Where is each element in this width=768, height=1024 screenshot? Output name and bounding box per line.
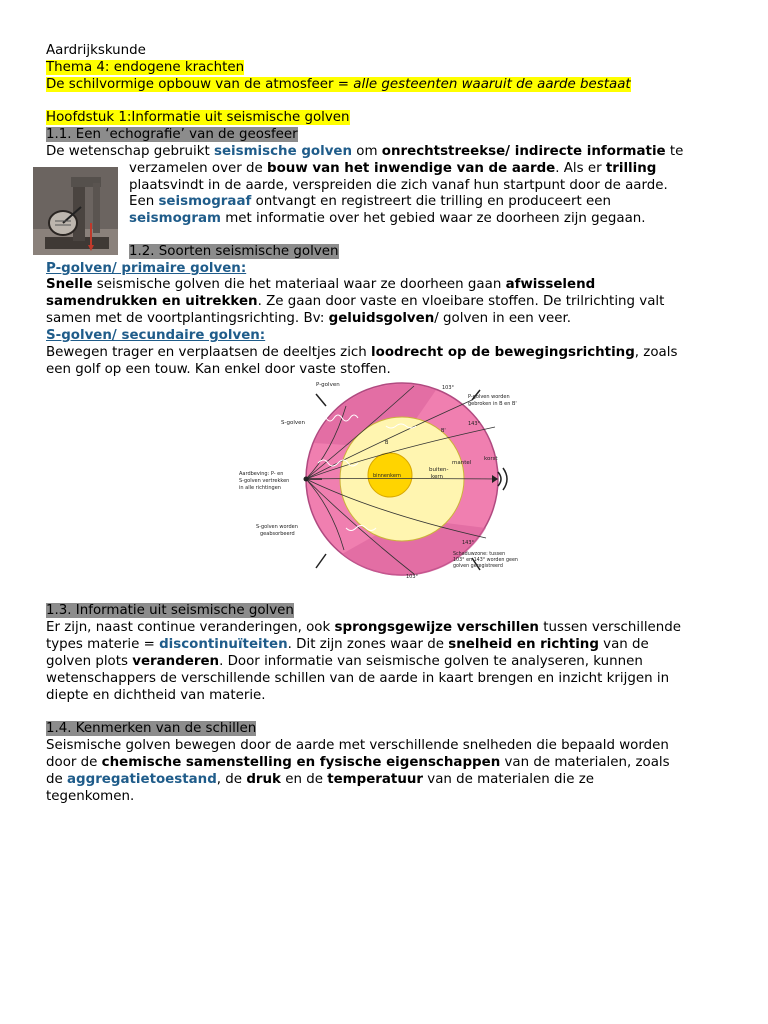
svg-text:103° en 143° worden geen: 103° en 143° worden geen xyxy=(453,558,518,563)
svg-text:S-golven worden: S-golven worden xyxy=(256,524,298,530)
svg-text:143°: 143° xyxy=(468,421,481,427)
svg-text:kern: kern xyxy=(431,474,444,480)
s11-line5: seismogram met informatie over het gebied waar ze doorheen zijn gegaan. xyxy=(129,211,646,226)
s-line2: een golf op een touw. Kan enkel door vaste stoffen. xyxy=(46,362,391,377)
svg-text:103°: 103° xyxy=(442,385,455,391)
svg-text:in alle richtingen: in alle richtingen xyxy=(239,485,281,491)
svg-text:Aardbeving: P- en: Aardbeving: P- en xyxy=(239,471,284,477)
svg-text:Schaduwzone: tussen: Schaduwzone: tussen xyxy=(453,552,506,557)
subject-line: Aardrijkskunde xyxy=(46,43,146,58)
svg-text:buiten-: buiten- xyxy=(429,467,449,473)
s13-line4: wetenschappers de verschillende schillen van de aarde in kaart brengen en inzicht krijgen in xyxy=(46,671,670,686)
svg-text:binnenkern: binnenkern xyxy=(373,473,402,479)
s14-line3: de aggregatietoestand, de druk en de temperatuur van de materialen die ze xyxy=(46,772,594,787)
s11-line4: Een seismograaf ontvangt en registreert die trilling en produceert een xyxy=(129,194,611,209)
s14-line1: Seismische golven bewegen door de aarde met verschillende snelheden die bepaald worden xyxy=(46,738,669,753)
chapter-title: Hoofdstuk 1:Informatie uit seismische golven xyxy=(46,110,350,125)
s-line1: Bewegen trager en verplaatsen de deeltjes zich loodrecht op de bewegingsrichting, zoals xyxy=(46,345,678,360)
svg-text:korst: korst xyxy=(484,456,498,462)
p-line2: samendrukken en uitrekken. Ze gaan door vaste en vloeibare stoffen. De trilrichting valt xyxy=(46,294,665,309)
svg-text:P-golven: P-golven xyxy=(316,382,340,388)
svg-text:mantel: mantel xyxy=(452,460,472,466)
s13-line1: Er zijn, naast continue veranderingen, ook sprongsgewijze verschillen tussen verschillende xyxy=(46,620,682,635)
svg-text:B': B' xyxy=(441,428,446,434)
s11-line2: verzamelen over de bouw van het inwendige van de aarde. Als er trilling xyxy=(129,161,657,176)
svg-text:golven geregistreerd: golven geregistreerd xyxy=(453,564,503,569)
s11-line1: De wetenschap gebruikt seismische golven om onrechtstreekse/ indirecte informatie te xyxy=(46,144,684,159)
p-line3: samen met de voortplantingsrichting. Bv: geluidsgolven/ golven in een veer. xyxy=(46,311,571,326)
definition-line: De schilvormige opbouw van de atmosfeer = alle gesteenten waaruit de aarde bestaat xyxy=(46,77,631,92)
p-waves-title: P-golven/ primaire golven: xyxy=(46,261,247,276)
section-1-4-heading: 1.4. Kenmerken van de schillen xyxy=(46,721,257,736)
svg-text:103°: 103° xyxy=(406,574,419,580)
svg-text:143°: 143° xyxy=(462,540,475,546)
svg-text:geabsorbeerd: geabsorbeerd xyxy=(260,531,295,537)
s13-line2: types materie = discontinuïteiten. Dit zijn zones waar de snelheid en richting van de xyxy=(46,637,649,652)
svg-text:gebroken in B en B': gebroken in B en B' xyxy=(468,401,517,407)
section-1-3-heading: 1.3. Informatie uit seismische golven xyxy=(46,603,294,618)
s11-line3: plaatsvindt in de aarde, verspreiden die zich vanaf hun startpunt door de aarde. xyxy=(129,178,668,193)
s13-line3: golven plots veranderen. Door informatie van seismische golven te analyseren, kunnen xyxy=(46,654,643,669)
section-1-2-heading: 1.2. Soorten seismische golven xyxy=(129,244,339,259)
svg-text:S-golven vertrekken: S-golven vertrekken xyxy=(239,478,290,484)
p-line1: Snelle seismische golven die het materiaal waar ze doorheen gaan afwisselend xyxy=(46,277,596,292)
svg-text:B: B xyxy=(385,440,389,446)
svg-text:S-golven: S-golven xyxy=(281,420,305,426)
s-waves-title: S-golven/ secundaire golven: xyxy=(46,328,266,343)
theme-line: Thema 4: endogene krachten xyxy=(46,60,245,75)
seismic-waves-diagram xyxy=(236,378,518,586)
s14-line2: door de chemische samenstelling en fysische eigenschappen van de materialen, zoals xyxy=(46,755,670,770)
s14-line4: tegenkomen. xyxy=(46,789,135,804)
section-1-1-heading: 1.1. Een ‘echografie’ van de geosfeer xyxy=(46,127,298,142)
seismograph-image xyxy=(33,167,118,255)
s13-line5: diepte en dichtheid van materie. xyxy=(46,688,266,703)
svg-text:P-golven worden: P-golven worden xyxy=(468,394,510,400)
